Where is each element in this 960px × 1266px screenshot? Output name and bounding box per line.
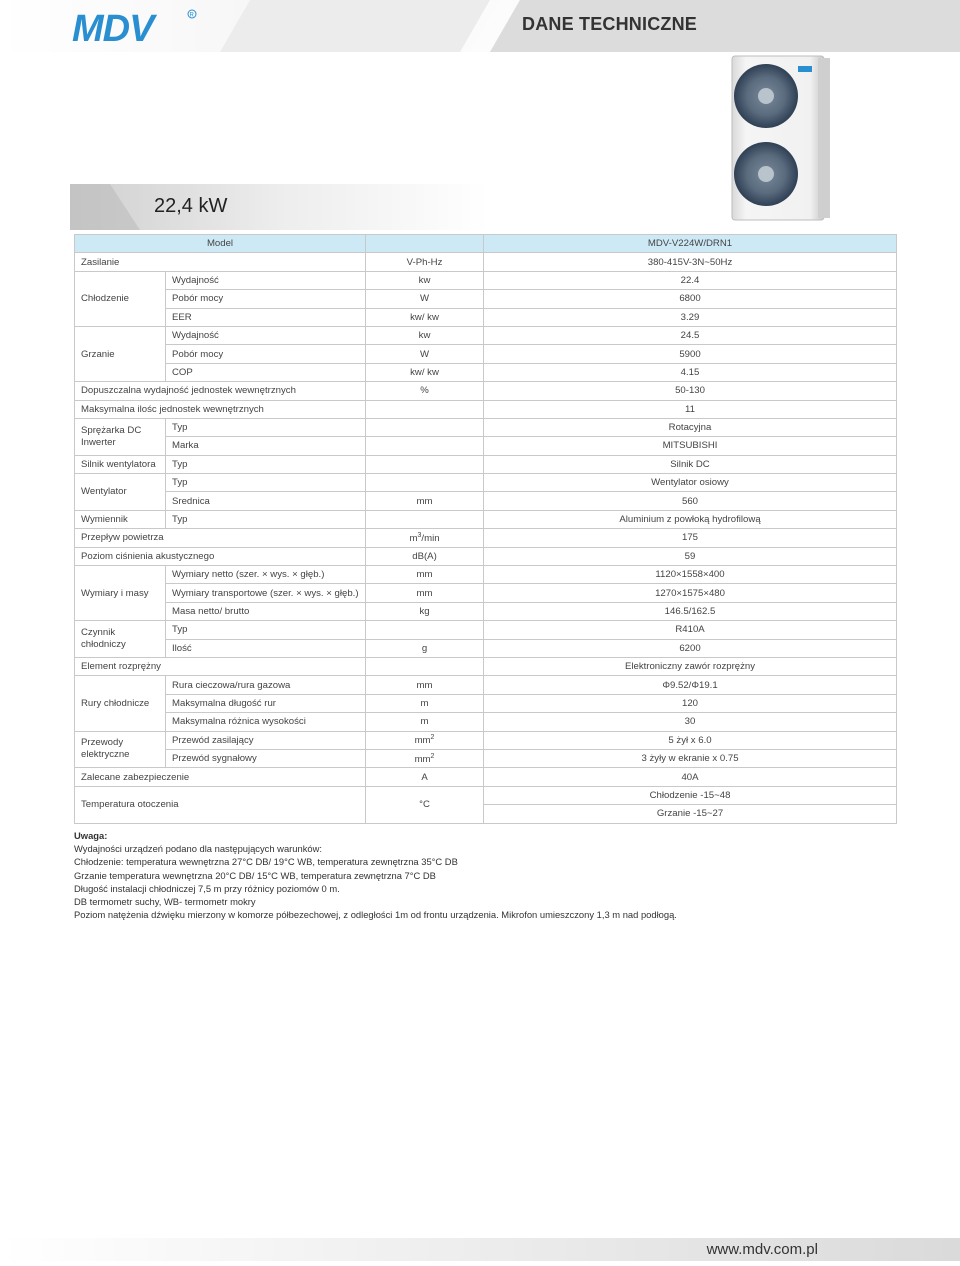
group-label-line: Czynnik — [81, 627, 116, 639]
value-cell: R410A — [484, 621, 897, 639]
table-row — [75, 510, 897, 528]
param-cell: Maksymalna długość rur — [166, 694, 366, 712]
param-cell: Przewód zasilający — [166, 731, 366, 749]
unit-cell: m — [366, 713, 484, 731]
unit-cell: V-Ph-Hz — [366, 253, 484, 271]
value-cell: 5900 — [484, 345, 897, 363]
unit-cell: dB(A) — [366, 547, 484, 565]
mdv-logo — [70, 8, 200, 46]
table-row — [75, 326, 897, 344]
notes-section — [74, 829, 677, 921]
unit-cell: % — [366, 382, 484, 400]
table-row — [75, 768, 897, 786]
model-label: Model — [75, 235, 366, 253]
group-label: Wymiennik — [75, 510, 166, 528]
unit-cell: g — [366, 639, 484, 657]
table-row — [75, 602, 897, 620]
table-row — [75, 639, 897, 657]
unit-superscript: 2 — [430, 752, 435, 760]
svg-text:MDV: MDV — [72, 8, 154, 46]
value-cell: Elektroniczny zawór rozprężny — [484, 657, 897, 675]
table-row — [75, 290, 897, 308]
table-row — [75, 713, 897, 731]
unit-superscript: 2 — [430, 734, 435, 742]
value-cell: Wentylator osiowy — [484, 474, 897, 492]
unit-cell: mm — [366, 676, 484, 694]
row-label: Przepływ powietrza — [75, 529, 366, 547]
param-cell: Typ — [166, 455, 366, 473]
table-row — [75, 731, 897, 749]
value-cell: 120 — [484, 694, 897, 712]
value-cell: Φ9.52/Φ19.1 — [484, 676, 897, 694]
table-row — [75, 400, 897, 418]
value-cell: Aluminium z powłoką hydrofilową — [484, 510, 897, 528]
unit-cell — [366, 529, 484, 547]
table-row — [75, 492, 897, 510]
value-cell: 4.15 — [484, 363, 897, 381]
unit-base: mm — [414, 753, 431, 765]
table-row — [75, 566, 897, 584]
row-label: Temperatura otoczenia — [75, 786, 366, 823]
unit-cell: kw — [366, 326, 484, 344]
unit-cell: kg — [366, 602, 484, 620]
table-row — [75, 418, 897, 436]
param-cell: COP — [166, 363, 366, 381]
param-cell: Pobór mocy — [166, 290, 366, 308]
table-row — [75, 786, 897, 804]
param-cell: Przewód sygnałowy — [166, 749, 366, 767]
table-row — [75, 308, 897, 326]
group-label — [75, 418, 166, 455]
table-row — [75, 694, 897, 712]
table-row — [75, 437, 897, 455]
row-label: Maksymalna ilośc jednostek wewnętrznych — [75, 400, 366, 418]
value-cell: 3.29 — [484, 308, 897, 326]
table-row — [75, 253, 897, 271]
unit-base: m — [409, 533, 418, 545]
unit-cell: kw/ kw — [366, 308, 484, 326]
value-cell: 40A — [484, 768, 897, 786]
svg-text:R: R — [189, 12, 194, 19]
unit-tail: /min — [421, 533, 440, 545]
notes-line: Chłodzenie: temperatura wewnętrzna 27°C DB/ 19°C WB, temperatura zewnętrzna 35°C DB — [74, 856, 458, 868]
notes-line: Grzanie temperatura wewnętrzna 20°C DB/ 15°C WB, temperatura zewnętrzna 7°C DB — [74, 869, 436, 881]
param-cell: Srednica — [166, 492, 366, 510]
param-cell: Typ — [166, 474, 366, 492]
row-label: Poziom ciśnienia akustycznego — [75, 547, 366, 565]
table-row — [75, 621, 897, 639]
param-cell: Typ — [166, 621, 366, 639]
value-cell: 11 — [484, 400, 897, 418]
group-label-line: chłodniczy — [81, 639, 126, 651]
unit-cell: W — [366, 345, 484, 363]
value-cell: Rotacyjna — [484, 418, 897, 436]
value-cell: 50-130 — [484, 382, 897, 400]
table-row — [75, 676, 897, 694]
unit-cell: °C — [366, 786, 484, 823]
value-cell: 59 — [484, 547, 897, 565]
value-cell: 175 — [484, 529, 897, 547]
unit-cell — [366, 621, 484, 639]
table-row — [75, 657, 897, 675]
value-cell: 560 — [484, 492, 897, 510]
value-cell: 6200 — [484, 639, 897, 657]
unit-cell: mm — [366, 584, 484, 602]
table-row — [75, 345, 897, 363]
param-cell: Typ — [166, 418, 366, 436]
unit-cell: A — [366, 768, 484, 786]
param-cell: Typ — [166, 510, 366, 528]
value-cell: 1120×1558×400 — [484, 566, 897, 584]
table-row — [75, 382, 897, 400]
unit-cell — [366, 731, 484, 749]
value-cell: 6800 — [484, 290, 897, 308]
param-cell: Pobór mocy — [166, 345, 366, 363]
unit-superscript: 3 — [417, 531, 422, 539]
notes-line: Wydajności urządzeń podano dla następujących warunków: — [74, 843, 322, 855]
table-row — [75, 363, 897, 381]
row-label: Dopuszczalna wydajność jednostek wewnętrznych — [75, 382, 366, 400]
group-label: Rury chłodnicze — [75, 676, 166, 731]
value-cell: Silnik DC — [484, 455, 897, 473]
unit-cell — [366, 749, 484, 767]
value-cell: Grzanie -15~27 — [484, 805, 897, 823]
group-label: Wymiary i masy — [75, 566, 166, 621]
param-cell: Wydajność — [166, 326, 366, 344]
group-label: Wentylator — [75, 474, 166, 511]
param-cell: Rura cieczowa/rura gazowa — [166, 676, 366, 694]
value-cell: MITSUBISHI — [484, 437, 897, 455]
notes-title: Uwaga: — [74, 830, 108, 841]
unit-cell: mm — [366, 492, 484, 510]
table-row — [75, 749, 897, 767]
capacity-band — [70, 184, 490, 230]
notes-line: DB termometr suchy, WB- termometr mokry — [74, 896, 256, 908]
table-row — [75, 547, 897, 565]
value-cell: Chłodzenie -15~48 — [484, 786, 897, 804]
outdoor-unit-image — [726, 52, 836, 224]
value-cell: 380-415V-3N~50Hz — [484, 253, 897, 271]
unit-cell: W — [366, 290, 484, 308]
unit-cell: kw/ kw — [366, 363, 484, 381]
table-row — [75, 271, 897, 289]
notes-line: Poziom natężenia dźwięku mierzony w komorze półbezechowej, z odległości 1m od frontu urządzenia. Mikrofon umieszczony 1,3 m nad podłogą. — [74, 909, 677, 921]
group-label — [75, 731, 166, 768]
spec-table — [74, 234, 897, 824]
row-label: Element rozprężny — [75, 657, 366, 675]
group-label-line: Inwerter — [81, 436, 116, 448]
param-cell: Maksymalna różnica wysokości — [166, 713, 366, 731]
param-cell: EER — [166, 308, 366, 326]
table-row — [75, 474, 897, 492]
table-row — [75, 529, 897, 547]
value-cell: 5 żył x 6.0 — [484, 731, 897, 749]
param-cell: Wydajność — [166, 271, 366, 289]
unit-base: mm — [414, 735, 431, 747]
value-cell: 24.5 — [484, 326, 897, 344]
group-label-line: Przewody — [81, 737, 124, 749]
param-cell: Masa netto/ brutto — [166, 602, 366, 620]
table-row — [75, 235, 897, 253]
table-row — [75, 584, 897, 602]
param-cell: Marka — [166, 437, 366, 455]
value-cell: 3 żyły w ekranie x 0.75 — [484, 749, 897, 767]
group-label-line: elektryczne — [81, 749, 130, 761]
unit-cell: mm — [366, 566, 484, 584]
row-label: Zalecane zabezpieczenie — [75, 768, 366, 786]
notes-line: Długość instalacji chłodniczej 7,5 m przy różnicy poziomów 0 m. — [74, 882, 340, 894]
value-cell: 22.4 — [484, 271, 897, 289]
website-link[interactable]: www.mdv.com.pl — [706, 1241, 818, 1258]
row-label: Zasilanie — [75, 253, 366, 271]
page-title: DANE TECHNICZNE — [522, 14, 698, 34]
group-label-line: Sprężarka DC — [81, 424, 142, 436]
param-cell: Wymiary transportowe (szer. × wys. × głęb.) — [166, 584, 366, 602]
group-label: Chłodzenie — [75, 271, 166, 326]
unit-cell: kw — [366, 271, 484, 289]
value-cell: 146.5/162.5 — [484, 602, 897, 620]
model-value: MDV-V224W/DRN1 — [484, 235, 897, 253]
param-cell: Wymiary netto (szer. × wys. × głęb.) — [166, 566, 366, 584]
group-label: Silnik wentylatora — [75, 455, 166, 473]
table-row — [75, 455, 897, 473]
group-label: Grzanie — [75, 326, 166, 381]
capacity-title: 22,4 kW — [154, 195, 228, 217]
value-cell: 1270×1575×480 — [484, 584, 897, 602]
unit-cell — [366, 474, 484, 492]
value-cell: 30 — [484, 713, 897, 731]
param-cell: Ilość — [166, 639, 366, 657]
group-label — [75, 621, 166, 658]
unit-cell: m — [366, 694, 484, 712]
